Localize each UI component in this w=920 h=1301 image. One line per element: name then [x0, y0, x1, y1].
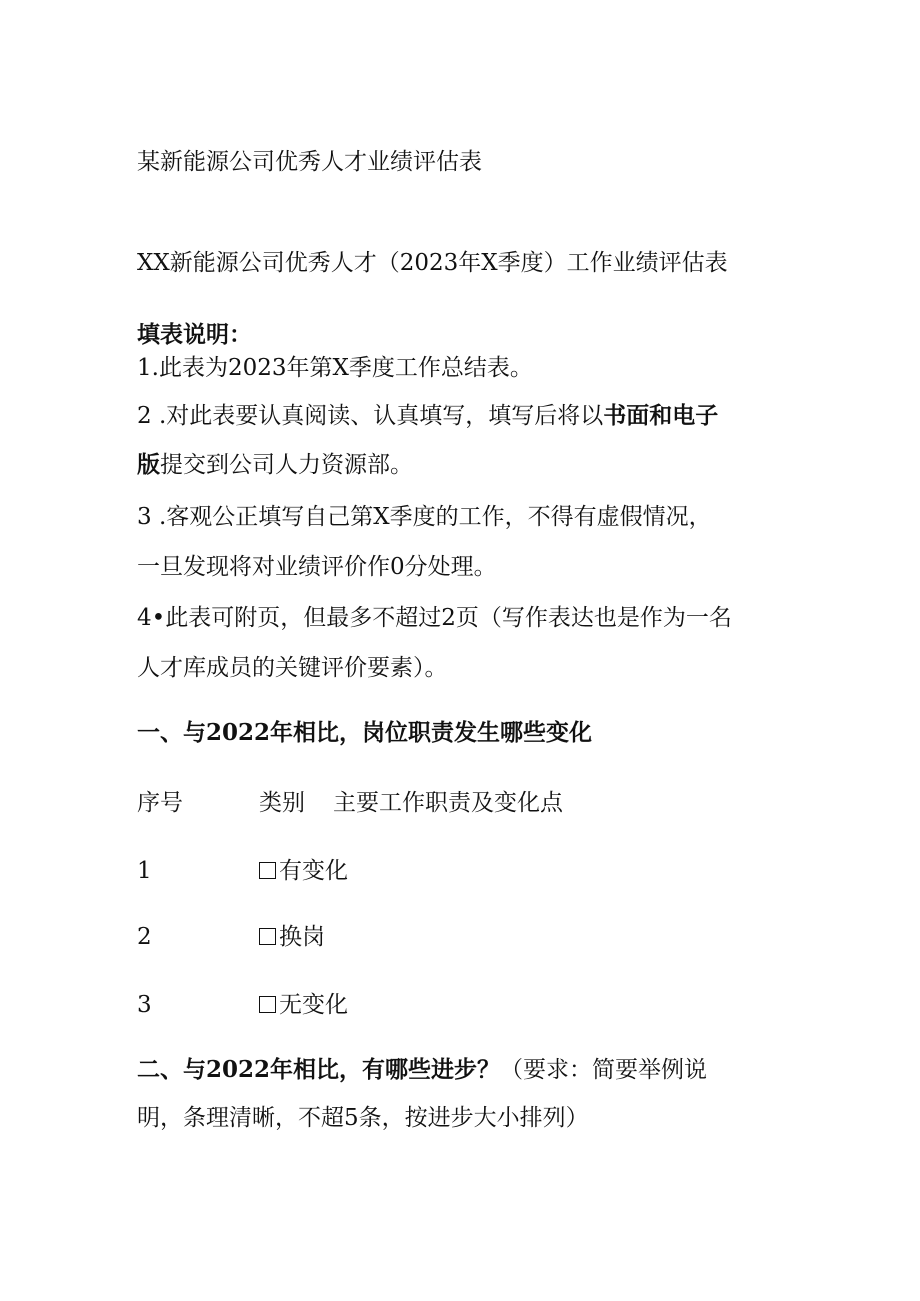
section-1-heading: 一、与2022年相比，岗位职责发生哪些变化 — [137, 719, 593, 746]
section-2-heading-note-cont: 明，条理清晰，不超5条，按进步大小排列） — [137, 1105, 589, 1131]
instruction-item-2-line-1 — [137, 401, 718, 431]
table-row-2-category[interactable] — [259, 922, 325, 952]
document-title: 某新能源公司优秀人才业绩评估表 — [137, 149, 482, 175]
document-subtitle: XX新能源公司优秀人才（2023年X季度）工作业绩评估表 — [137, 250, 728, 276]
instruction-item-4-line-2: 人才库成员的关键评价要素）。 — [137, 655, 448, 681]
instruction-item-3-line-1: 3 .客观公正填写自己第X季度的工作，不得有虚假情况， — [137, 504, 712, 530]
category-label: 无变化 — [279, 992, 348, 1018]
instruction-item-2-text: 2 .对此表要认真阅读、认真填写，填写后将以 — [137, 403, 604, 429]
change-checkbox[interactable] — [259, 862, 276, 879]
instruction-item-1: 1.此表为2023年第X季度工作总结表。 — [137, 355, 533, 381]
table-row-2-number: 2 — [137, 924, 152, 950]
section-2-heading-title: 二、与2022年相比，有哪些进步？ — [137, 1056, 501, 1083]
no-change-checkbox[interactable] — [259, 996, 276, 1013]
table-header-number: 序号 — [137, 790, 183, 816]
table-header-category: 类别 — [259, 790, 305, 816]
table-row-1-category[interactable] — [259, 856, 348, 886]
category-label: 换岗 — [279, 924, 325, 950]
table-row-3-category[interactable] — [259, 990, 348, 1020]
instruction-item-2-line-2 — [137, 450, 413, 480]
instructions-heading: 填表说明： — [137, 321, 252, 348]
table-row-3-number: 3 — [137, 992, 152, 1018]
category-label: 有变化 — [279, 858, 348, 884]
table-header-responsibilities: 主要工作职责及变化点 — [333, 790, 563, 816]
instruction-item-3-line-2: 一旦发现将对业绩评价作0分处理。 — [137, 554, 497, 580]
transfer-checkbox[interactable] — [259, 928, 276, 945]
instruction-item-4-line-1: 4•此表可附页，但最多不超过2页（写作表达也是作为一名 — [137, 605, 732, 631]
instruction-item-2-emphasis-cont: 版 — [137, 451, 160, 478]
instruction-item-2-emphasis: 书面和电子 — [603, 402, 719, 429]
table-row-1-number: 1 — [137, 858, 152, 884]
section-2-heading — [137, 1055, 707, 1085]
section-2-heading-note: （要求：简要举例说 — [500, 1057, 708, 1083]
instruction-item-2-text-cont: 提交到公司人力资源部。 — [160, 452, 413, 478]
